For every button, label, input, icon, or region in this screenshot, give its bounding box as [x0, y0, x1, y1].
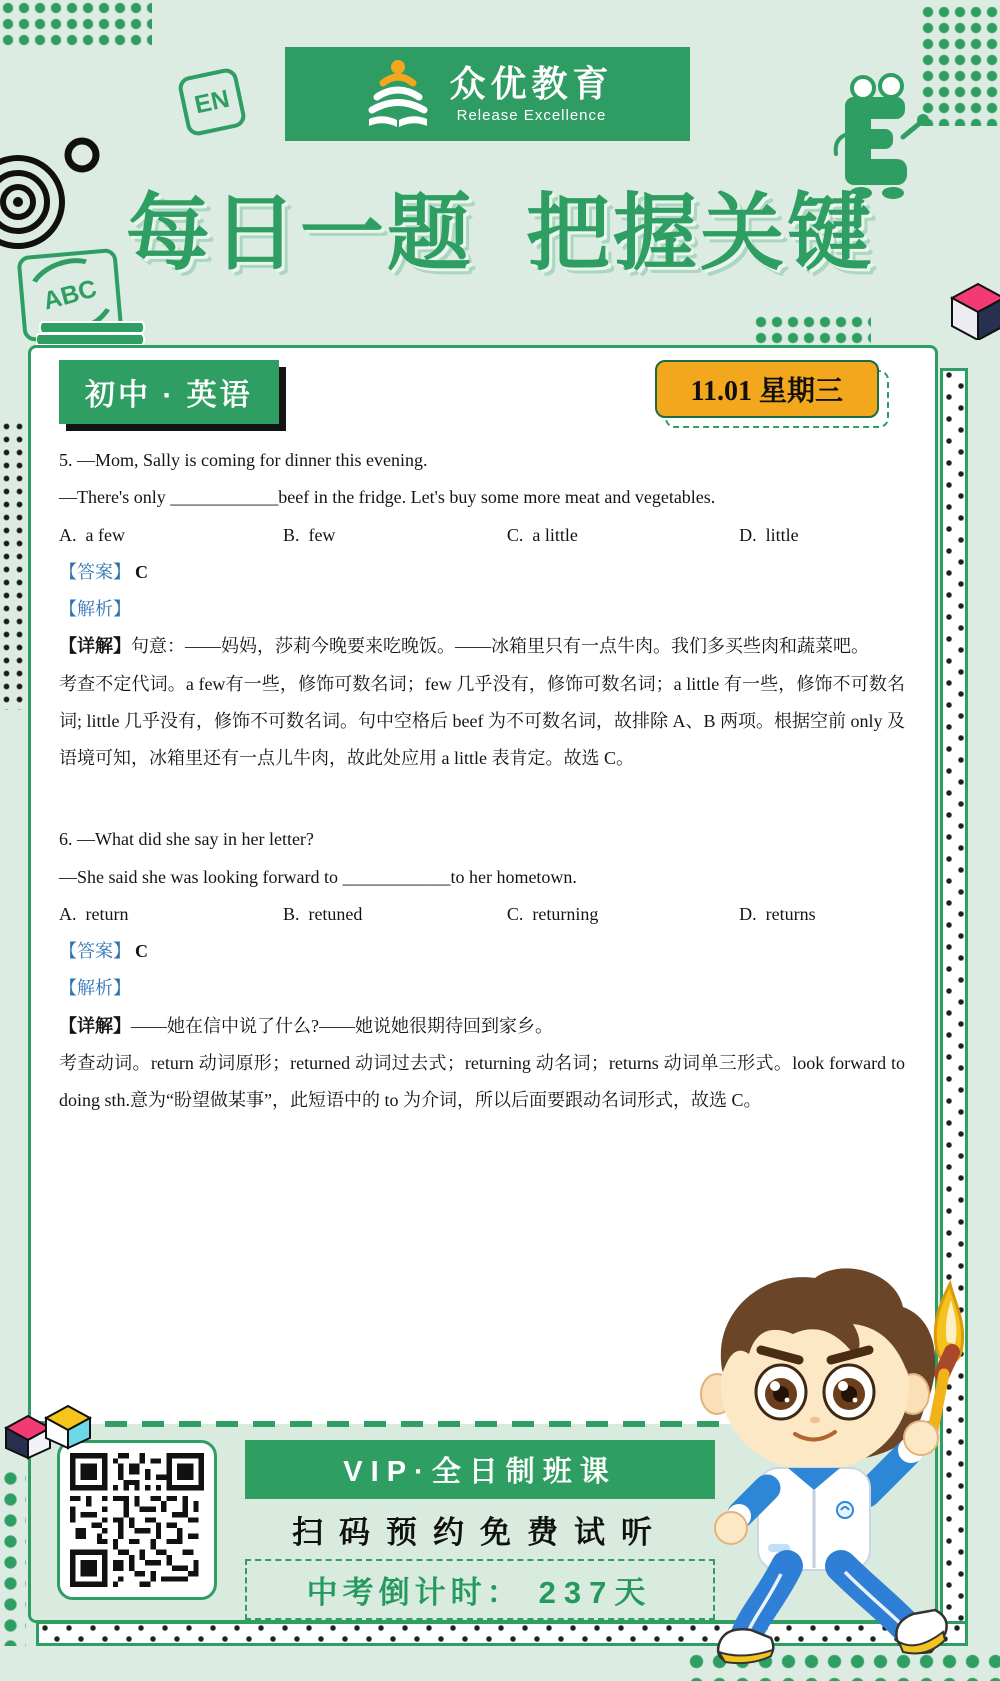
brand-banner: [285, 47, 690, 141]
vip-banner: VIP·全日制班课: [245, 1440, 715, 1499]
q5-options: [59, 517, 905, 554]
q6-answer-label: 【答案】: [59, 941, 131, 961]
q6-option-c: C. returning: [506, 903, 599, 924]
en-tag-label: EN: [191, 84, 232, 119]
q6-answer-row: [59, 933, 905, 970]
q5-detail-row: [59, 628, 905, 665]
en-tag: [176, 66, 247, 137]
q5-answer: C: [135, 561, 148, 582]
date-badge: 11.01 星期三: [655, 360, 879, 418]
date-badge-wrap: [655, 360, 879, 418]
q5-detail-text: 句意：——妈妈，莎莉今晚要来吃晚饭。——冰箱里只有一点牛肉。我们多买些肉和蔬菜吧。: [131, 636, 869, 657]
q5-option-b: B. few: [282, 524, 336, 545]
q6-stem-line1: 6. —What did she say in her letter?: [59, 829, 314, 850]
dots-bottom-left: [0, 1468, 26, 1646]
q5-stem-line1: 5. —Mom, Sally is coming for dinner this evening.: [59, 450, 428, 470]
brand-name: 众优教育: [449, 63, 614, 105]
scan-cta-text: 扫码预约免费试听: [292, 1515, 668, 1550]
q6-options: [59, 896, 905, 933]
q5-analysis-row: [59, 591, 905, 628]
q5-stem-line2: —There's only ____________beef in the fridge. Let's buy some more meat and vegetables.: [59, 487, 716, 508]
q5-detail-label: 【详解】: [59, 636, 131, 657]
card-header: [57, 358, 909, 424]
q6-detail-label: 【详解】: [59, 1015, 131, 1036]
q6-analysis-row: [59, 970, 905, 1007]
q6-explanation: 考查动词。return 动词原形；returned 动词过去式；returning 动名词；returns 动词单三形式。look forward to doing sth.意为“盼望做某事”，此短语中的 to 为介词，所以后面要跟动名词形式，故选 C。: [59, 1052, 905, 1110]
question-block-5: [59, 442, 905, 777]
cube-pink-icon: [948, 280, 1000, 340]
countdown-label: 中考倒计时：: [306, 1575, 523, 1610]
q6-detail-row: [59, 1008, 905, 1045]
page-title: 每日一题 把握关键: [125, 186, 875, 280]
footer-right-column: [245, 1440, 715, 1620]
q5-explanation: 考查不定代词。a few有一些，修饰可数名词；few 几乎没有，修饰可数名词；a little 有一些，修饰不可数名词; little 几乎没有，修饰不可数名词。句中空格后 beef 为不可数名词，故排除 A、B 两项。根据空前 only 及语境可知，冰箱里还有一点儿牛肉，故此处应用 a little 表肯定。故选 C。: [59, 673, 905, 768]
abc-label: ABC: [40, 273, 100, 316]
q6-stem-line2: —She said she was looking forward to ____________to her hometown.: [59, 866, 577, 887]
q5-option-a: A. a few: [59, 524, 125, 545]
q6-option-a: A. return: [59, 903, 129, 924]
countdown-value: 237天: [538, 1575, 654, 1610]
question-block-6: [59, 821, 905, 1119]
q6-detail-text: ——她在信中说了什么?——她说她很期待回到家乡。: [131, 1015, 553, 1036]
q6-option-b: B. retuned: [282, 903, 363, 924]
q5-option-d: D. little: [739, 524, 799, 545]
dots-mid-right: [753, 314, 871, 344]
q5-answer-label: 【答案】: [59, 561, 131, 582]
q5-answer-row: [59, 554, 905, 591]
q6-option-d: D. returns: [739, 903, 816, 924]
countdown-box: [245, 1559, 715, 1620]
dots-top-left: [0, 0, 152, 50]
qr-code: [57, 1440, 217, 1600]
cubes-bottom-left-icon: [2, 1402, 102, 1460]
q6-answer: C: [135, 941, 148, 961]
q5-option-c: C. a little: [506, 524, 578, 545]
brand-logo-icon: [361, 57, 435, 131]
mascot-boy: [655, 1262, 985, 1681]
brand-tagline: Release Excellence: [456, 106, 607, 124]
subject-badge: 初中 · 英语: [59, 360, 279, 424]
q5-analysis-label: 【解析】: [59, 599, 131, 619]
dots-left-black: [0, 420, 26, 710]
qr-code-pattern: [70, 1453, 204, 1587]
paintbrush-icon: [933, 1284, 963, 1430]
q6-analysis-label: 【解析】: [59, 978, 131, 999]
